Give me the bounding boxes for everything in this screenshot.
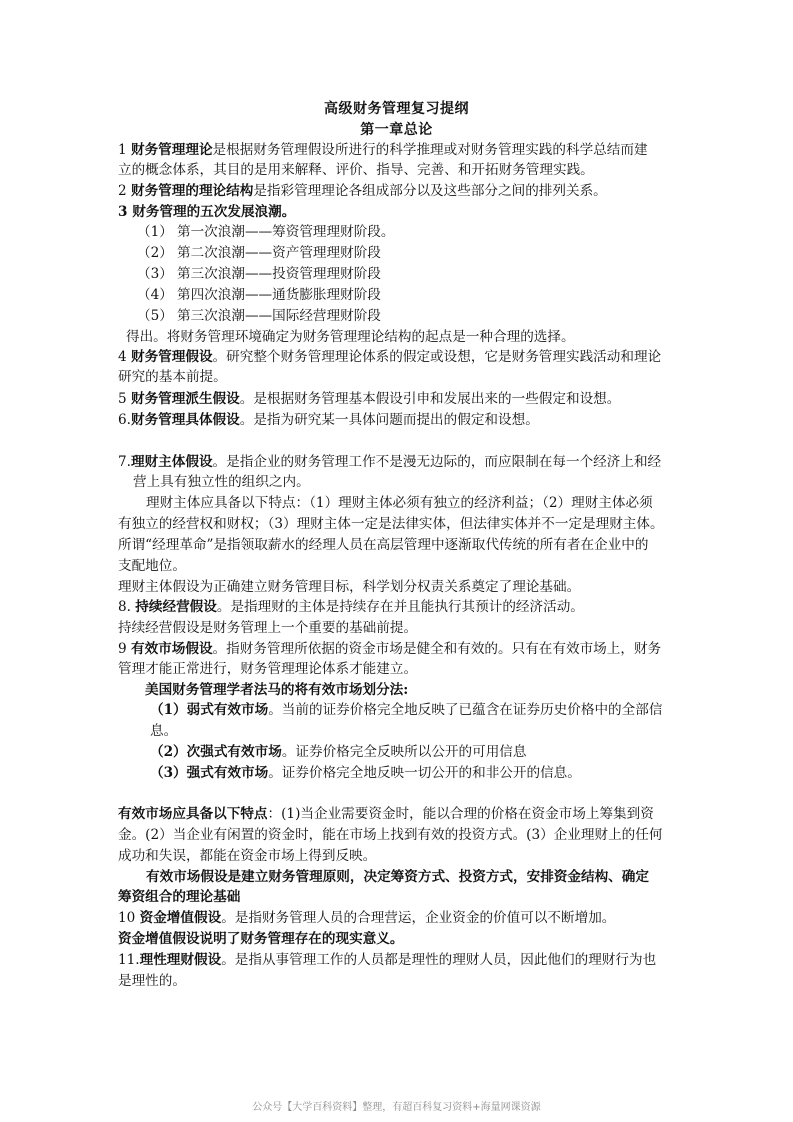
paragraph-4-cont: 研究的基本前提。 [118, 369, 227, 385]
paragraph-2: 2 财务管理的理论结构是指彩管理理论各组成部分以及这些部分之间的排列关系。 [118, 183, 607, 199]
fama-semi-strong: （2）次强式有效市场。证券价格完全反映所以公开的可用信息 [150, 744, 527, 760]
wave-item: （5） 第三次浪潮——国际经营理财阶段 [137, 308, 381, 324]
paragraph-1-cont: 立的概念体系，其目的是用来解释、评价、指导、完善、和开拓财务管理实践。 [118, 162, 594, 178]
wave-item: （3） 第三次浪潮——投资管理理财阶段 [137, 266, 381, 282]
paragraph-7-revolution-cont: 支配地位。 [118, 558, 186, 574]
paragraph-5: 5 财务管理派生假设。是根据财务管理基本假设引申和发展出来的一些假定和设想。 [118, 391, 621, 407]
term-theory-structure: 财务管理的理论结构 [130, 183, 254, 199]
fama-weak-cont: 息。 [150, 723, 178, 739]
paragraph-9: 9 有效市场假设。指财务管理所依据的资金市场是健全和有效的。只有在有效市场上，财务 [118, 641, 662, 657]
fama-strong: （3）强式有效市场。证券价格完全地反映一切公开的和非公开的信息。 [150, 765, 581, 781]
term-capital-appreciation: 资金增值假设 [139, 910, 222, 926]
paragraph-11: 11.理性理财假设。是指从事管理工作的人员都是理性的理财人员，因此他们的理财行为也 [118, 952, 657, 968]
efficient-market-summary: 有效市场假设是建立财务管理原则，决定筹资方式、投资方式，安排资金结构、确定 [146, 869, 649, 885]
fama-weak: （1）弱式有效市场。当前的证券价格完全地反映了已蕴含在证券历史价格中的全部信 [150, 702, 663, 718]
efficient-market-features-cont: 金。(2）当企业有闲置的资金时，能在市场上找到有效的投资方式。(3）企业理财上的任何 [118, 827, 663, 843]
paragraph-7-cont: 营上具有独立性的组织之内。 [133, 474, 310, 490]
paragraph-11-cont: 是理性的。 [118, 973, 186, 989]
fama-heading: 美国财务管理学者法马的将有效市场划分法: [145, 682, 409, 698]
paragraph-8: 8. 持续经营假设。是指理财的主体是持续存在并且能执行其预计的经济活动。 [118, 599, 584, 615]
paragraph-3-heading: 3 财务管理的五次发展浪潮。 [118, 204, 296, 220]
paragraph-7-basis: 理财主体假设为正确建立财务管理目标，科学划分权责关系奠定了理论基础。 [118, 579, 581, 595]
document-title: 高级财务管理复习提纲 [324, 101, 469, 117]
term-going-concern: 持续经营假设 [135, 599, 217, 615]
term-assumption: 财务管理假设 [130, 349, 213, 365]
paragraph-6: 6.财务管理具体假设。是指为研究某一具体问题而提出的假定和设想。 [118, 412, 539, 428]
term-entity-assumption: 理财主体假设 [130, 454, 213, 470]
paragraph-10-note: 资金增值假设说明了财务管理存在的现实意义。 [118, 931, 404, 947]
wave-item: （1） 第一次浪潮——筹资管理理财阶段。 [137, 224, 395, 240]
paragraph-7-features: 理财主体应具备以下特点：（1）理财主体必须有独立的经济利益；（2）理财主体必须 [146, 495, 653, 511]
paragraph-3-conclusion: 得出。将财务管理环境确定为财务管理理论结构的起点是一种合理的选择。 [126, 329, 575, 345]
term-derived-assumption: 财务管理派生假设 [130, 391, 240, 407]
term-financial-theory: 财务管理理论 [130, 142, 213, 158]
efficient-market-summary-cont: 筹资组合的理论基础 [118, 889, 241, 905]
efficient-market-features: 有效市场应具备以下特点：(1)当企业需要资金时，能以合理的价格在资金市场上筹集到资 [118, 806, 654, 822]
term-efficient-market: 有效市场假设 [130, 641, 213, 657]
wave-item: （2） 第二次浪潮——资产管理理财阶段 [137, 245, 381, 261]
term-specific-assumption: 财务管理具体假设 [130, 412, 240, 428]
wave-item: （4） 第四次浪潮——通货膨胀理财阶段 [137, 287, 381, 303]
paragraph-1: 1 财务管理理论是根据财务管理假设所进行的科学推理或对财务管理实践的科学总结而建 [118, 142, 648, 158]
term-rational-finance: 理性理财假设 [139, 952, 222, 968]
paragraph-7-revolution: 所谓“经理革命”是指领取薪水的经理人员在高层管理中逐渐取代传统的所有者在企业中的 [118, 537, 649, 553]
paragraph-4: 4 财务管理假设。研究整个财务管理理论体系的假定或设想，它是财务管理实践活动和理论 [118, 349, 662, 365]
paragraph-10: 10 资金增值假设。是指财务管理人员的合理营运，企业资金的价值可以不断增加。 [118, 910, 616, 926]
page-footer-watermark: 公众号【大学百科资料】整理，有超百科复习资料+海量网课资源 [252, 1102, 541, 1113]
paragraph-7-features-cont: 有独立的经营权和财权；（3）理财主体一定是法律实体，但法律实体并不一定是理财主体。 [118, 516, 664, 532]
chapter-title: 第一章总论 [360, 122, 433, 138]
paragraph-8-note: 持续经营假设是财务管理上一个重要的基础前提。 [118, 620, 418, 636]
paragraph-7: 7.理财主体假设。是指企业的财务管理工作不是漫无边际的，而应限制在每一个经济上和经 [118, 454, 662, 470]
efficient-market-features-end: 成功和失误，都能在资金市场上得到反映。 [118, 848, 377, 864]
paragraph-9-cont: 管理才能正常进行，财务管理理论体系才能建立。 [118, 661, 418, 677]
